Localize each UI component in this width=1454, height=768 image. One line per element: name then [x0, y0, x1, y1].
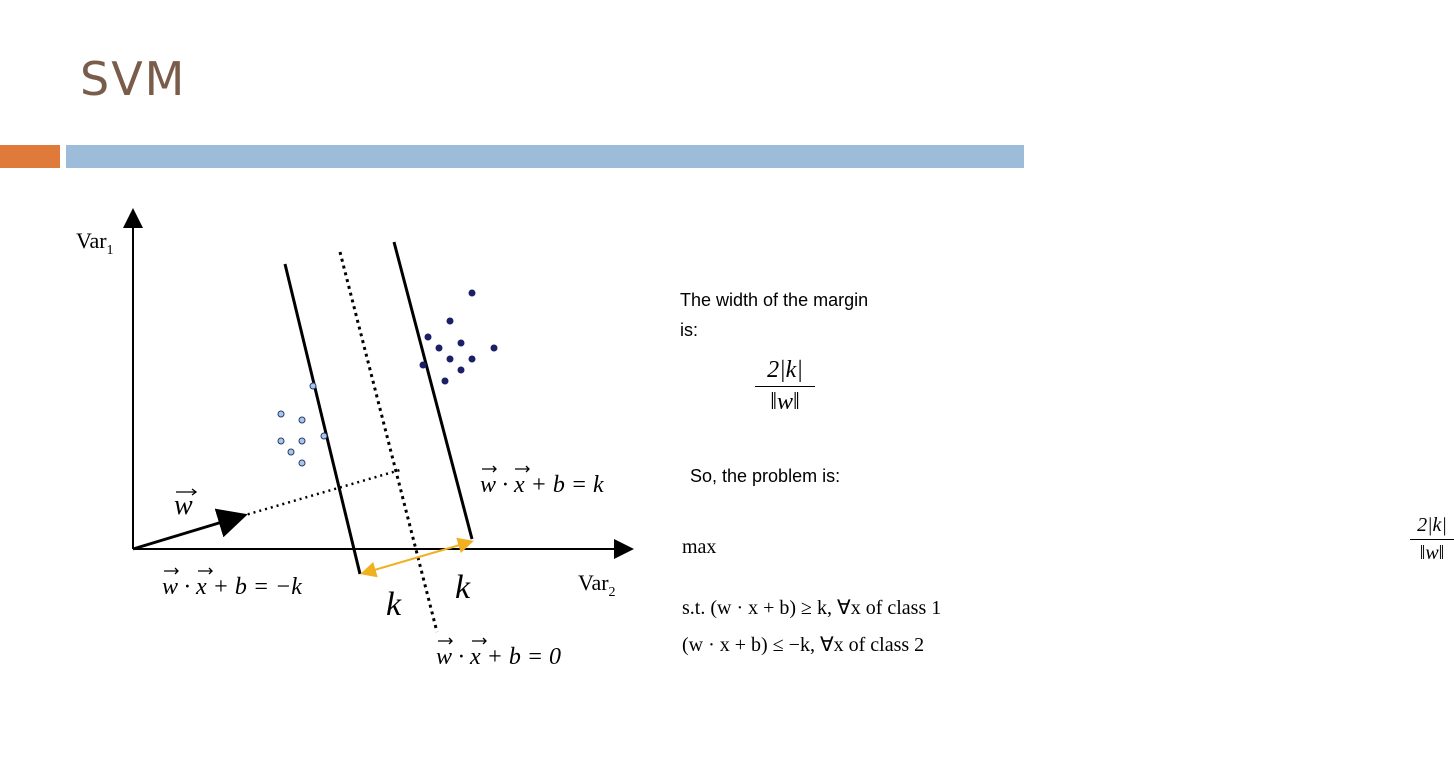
lower-margin-line — [285, 264, 360, 574]
class1-point — [491, 345, 498, 352]
x-axis-label: Var$_2$ — [578, 570, 616, 600]
k-left-label: k — [386, 586, 402, 623]
class1-point — [447, 356, 454, 363]
problem-note: So, the problem is: — [690, 466, 841, 486]
margin-width-formula — [755, 357, 815, 416]
class2-point — [299, 438, 305, 444]
constraint-class2: (w · x + b) ≤ −k, ∀x of class 2 — [682, 634, 925, 656]
class1-point — [458, 367, 465, 374]
slide-title: SVM — [80, 52, 187, 106]
class2-point — [299, 460, 305, 466]
vector-arrow-icon — [164, 466, 529, 644]
objective-numerator: 2|k| — [1417, 514, 1447, 536]
class2-point — [310, 383, 316, 389]
class1-point — [469, 290, 476, 297]
margin-formula-numerator: 2|k| — [767, 357, 803, 383]
class1-point — [420, 362, 427, 369]
class1-point — [469, 356, 476, 363]
decision-boundary-equation: w · x + b = 0 — [436, 644, 562, 670]
max-label: max — [682, 536, 717, 558]
class2-point — [288, 449, 294, 455]
class1-point — [442, 378, 449, 385]
normal-dotted-line — [242, 470, 400, 516]
class2-points — [278, 383, 327, 466]
class1-point — [447, 318, 454, 325]
class2-point — [278, 411, 284, 417]
y-axis-label: Var$_1$ — [76, 228, 114, 258]
class2-point — [299, 417, 305, 423]
class1-point — [425, 334, 432, 341]
margin-width-note: The width of the margin is: — [680, 290, 869, 340]
objective-denominator: ‖w‖ — [1419, 542, 1445, 564]
w-vector-label: w — [174, 490, 193, 521]
fraction-bar — [1410, 539, 1454, 540]
k-right-label: k — [455, 569, 471, 606]
lower-margin-equation: w · x + b = −k — [162, 574, 302, 600]
objective-fraction — [1410, 514, 1454, 565]
class1-point — [436, 345, 443, 352]
margin-formula-denominator: ‖w‖ — [770, 389, 800, 415]
decision-boundary — [340, 252, 437, 632]
class2-point — [321, 433, 327, 439]
upper-margin-equation: w · x + b = k — [480, 472, 604, 498]
class2-point — [278, 438, 284, 444]
class1-point — [458, 340, 465, 347]
fraction-bar — [755, 386, 815, 387]
upper-margin-line — [394, 242, 472, 539]
constraint-class1: s.t. (w · x + b) ≥ k, ∀x of class 1 — [682, 597, 942, 619]
class1-points — [420, 290, 498, 385]
